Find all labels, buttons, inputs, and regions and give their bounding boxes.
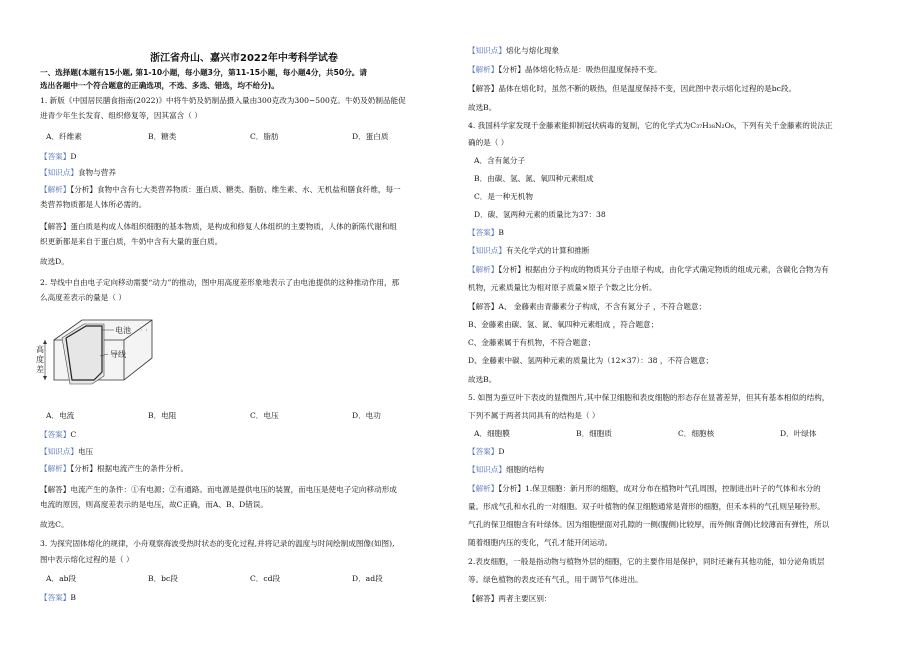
q3-option-c[interactable]: C．cd段 bbox=[250, 574, 281, 583]
q5-options bbox=[474, 430, 882, 438]
q4-option-c[interactable]: C．是一种无机物 bbox=[474, 192, 533, 201]
circuit-diagram bbox=[36, 320, 170, 402]
q5-analysis-3: 气孔的保卫细胞含有叶绿体。因为细胞壁面对孔隙的一侧(腹侧)比较厚，而外侧(背侧)比较薄而有弹性，所以 bbox=[468, 520, 830, 529]
q1-stem-2: 进青少年生长发育、组织修复等，因其富含（ ） bbox=[40, 111, 202, 120]
page-title: 浙江省舟山、嘉兴市2022年中考科学试卷 bbox=[150, 53, 338, 64]
q4-knowledge: 【知识点】有关化学式的计算和推断 bbox=[468, 246, 590, 255]
q3-answer: 【答案】B bbox=[40, 593, 76, 602]
q2-solution-2: 电流的原因，则高度差表示的是电压，故C正确，而A、B、D错误。 bbox=[40, 500, 268, 509]
q5-option-b[interactable]: B．细胞质 bbox=[576, 429, 612, 438]
q4-stem-2: 确的是（ ） bbox=[468, 138, 509, 147]
q4-solution-b: B、金藤素由碳、氢、氮、氧四种元素组成 ，符合题意； bbox=[468, 320, 659, 329]
q5-option-d[interactable]: D．叶绿体 bbox=[780, 429, 817, 438]
q1-options bbox=[46, 133, 454, 141]
q2-options bbox=[46, 412, 454, 420]
q5-option-c[interactable]: C．细胞核 bbox=[678, 429, 715, 438]
q2-option-a[interactable]: A．电流 bbox=[46, 411, 75, 420]
q1-analysis-2: 类营养物质都是人体所必需的。 bbox=[40, 200, 147, 209]
q4-solution-c: C、金藤素属于有机物，不符合题意； bbox=[468, 338, 596, 347]
q2-solution-1: 【解答】电流产生的条件：①有电源；②有通路。而电源是提供电压的装置，而电压是使电子定向移动形成 bbox=[40, 485, 397, 494]
circuit-figure bbox=[36, 320, 170, 402]
svg-text:· ·: · · bbox=[140, 326, 148, 335]
q4-final: 故选B。 bbox=[468, 375, 497, 384]
section-heading-1: 一、选择题(本题有15小题, 第1-10小题，每小题3分，第11-15小题，每小题4分，共50分。请 bbox=[40, 68, 367, 77]
q2-stem-2: 么高度差表示的量是（ ） bbox=[40, 293, 126, 302]
q2-knowledge: 【知识点】电压 bbox=[40, 447, 94, 456]
q3-option-a[interactable]: A．ab段 bbox=[46, 574, 77, 583]
q2-final: 故选C。 bbox=[40, 520, 69, 529]
q5-solution: 【解答】两者主要区别： bbox=[468, 594, 552, 603]
q3-analysis: 【解析】【分析】晶体熔化特点是：吸热但温度保持不变。 bbox=[468, 65, 662, 74]
q4-solution-a: 【解答】A、 金藤素由青藤素分子构成，不含有氮分子 ，不符合题意； bbox=[468, 302, 707, 311]
q2-answer: 【答案】C bbox=[40, 430, 77, 439]
q5-analysis-5: 2.表皮细胞，一般是指动物与植物外层的细胞，它的主要作用是保护，同时还兼有其他功能，如分泌角质层 bbox=[468, 557, 825, 566]
q1-answer: 【答案】D bbox=[40, 152, 77, 161]
q1-solution-1: 【解答】蛋白质是构成人体组织细胞的基本物质，是构成和修复人体组织的主要物质，人体的新陈代谢和组 bbox=[40, 222, 397, 231]
q3-stem-1: 3. 为探究固体熔化的规律，小舟观察海波受热时状态的变化过程,并将记录的温度与时间绘制成图像(如图), bbox=[40, 539, 395, 548]
q2-option-d[interactable]: D．电功 bbox=[352, 411, 381, 420]
q3-solution: 【解答】晶体在熔化时，虽然不断的吸热，但是温度保持不变，因此图中表示熔化过程的是bc段。 bbox=[468, 84, 797, 93]
q2-option-c[interactable]: C．电压 bbox=[250, 411, 279, 420]
height-label-3: 差 bbox=[36, 365, 44, 374]
q4-answer: 【答案】B bbox=[468, 228, 504, 237]
q3-final: 故选B。 bbox=[468, 103, 497, 112]
q1-stem-1: 1. 新版《中国居民膳食指南(2022)》中将牛奶及奶制品摄入量由300克改为300~500克。牛奶及奶制品能促 bbox=[40, 96, 406, 105]
q3-stem-2: 图中表示熔化过程的是（ ） bbox=[40, 555, 134, 564]
q1-option-c[interactable]: C．脂肪 bbox=[250, 132, 279, 141]
battery-label: 电池 bbox=[115, 326, 131, 335]
height-label-2: 度 bbox=[36, 355, 44, 364]
q5-option-a[interactable]: A．细胞膜 bbox=[474, 429, 510, 438]
q1-option-b[interactable]: B．糖类 bbox=[148, 132, 177, 141]
q5-stem-1: 5. 如图为蚕豆叶下表皮的显微图片,其中保卫细胞和表皮细胞的形态存在显著差异，但其有基本相似的结构， bbox=[468, 393, 830, 402]
q1-option-a[interactable]: A．纤维素 bbox=[46, 132, 82, 141]
q1-analysis-1: 【解析】【分析】食物中含有七大类营养物质：蛋白质、糖类、脂肪、维生素、水、无机盐和膳食纤维，每一 bbox=[40, 185, 401, 194]
q5-knowledge: 【知识点】细胞的结构 bbox=[468, 465, 544, 474]
q5-analysis-4: 随着细胞内压的变化，气孔才能开闭运动。 bbox=[468, 538, 613, 547]
section-heading-2: 选出各题中一个符合题意的正确选项，不选、多选、错选，均不给分)。 bbox=[40, 81, 279, 90]
q2-analysis: 【解析】【分析】根据电流产生的条件分析。 bbox=[40, 464, 189, 473]
q1-solution-2: 织更新都是来自于蛋白质，牛奶中含有大量的蛋白质。 bbox=[40, 237, 223, 246]
q2-stem-1: 2. 导线中自由电子定向移动需要“动力”的推动，图中用高度差形象地表示了由电池提供的这种推动作用，那 bbox=[40, 278, 400, 287]
q3-option-b[interactable]: B．bc段 bbox=[148, 574, 178, 583]
wire-label: 导线 bbox=[110, 350, 126, 359]
q3-knowledge: 【知识点】熔化与熔化现象 bbox=[468, 46, 560, 55]
q5-analysis-1: 【解析】【分析】1.保卫细胞：新月形的细胞，成对分布在植物叶气孔周围，控制进出叶子的气体和水分的 bbox=[468, 484, 821, 493]
q4-stem-1: 4. 我国科学家发现千金藤素能抑制冠状病毒的复制，它的化学式为C₃₇H₃₈N₂O₆，下列有关千金藤素的说法正 bbox=[468, 121, 833, 130]
q4-option-a[interactable]: A．含有氮分子 bbox=[474, 156, 526, 165]
height-label-1: 高 bbox=[36, 345, 44, 354]
q4-analysis-1: 【解析】【分析】根据由分子构成的物质其分子由原子构成，由化学式确定物质的组成元素，含碳化合物为有 bbox=[468, 265, 829, 274]
q5-analysis-6: 等。绿色植物的表皮还有气孔，用于调节气体进出。 bbox=[468, 575, 643, 584]
q5-stem-2: 下列不属于两者共同具有的结构是（ ） bbox=[468, 411, 600, 420]
q3-option-d[interactable]: D．ad段 bbox=[352, 574, 383, 583]
q4-analysis-2: 机物，元素质量比为相对原子质量×原子个数之比分析。 bbox=[468, 283, 657, 292]
q3-options bbox=[46, 575, 454, 583]
q1-final: 故选D。 bbox=[40, 257, 69, 266]
q1-option-d[interactable]: D．蛋白质 bbox=[352, 132, 389, 141]
q4-option-b[interactable]: B．由碳、氢、氮、氧四种元素组成 bbox=[474, 174, 594, 183]
q4-solution-d: D、金藤素中碳、氢两种元素的质量比为（12×37）：38 ，不符合题意； bbox=[468, 356, 714, 365]
q5-answer: 【答案】D bbox=[468, 447, 505, 456]
q4-option-d[interactable]: D．碳、氢两种元素的质量比为37：38 bbox=[474, 210, 606, 219]
q5-analysis-2: 量。形成气孔和水孔的一对细胞。双子叶植物的保卫细胞通常是肾形的细胞，但禾本科的气孔则呈哑铃形。 bbox=[468, 502, 825, 511]
q2-option-b[interactable]: B．电阻 bbox=[148, 411, 177, 420]
q1-knowledge: 【知识点】食物与营养 bbox=[40, 168, 116, 177]
